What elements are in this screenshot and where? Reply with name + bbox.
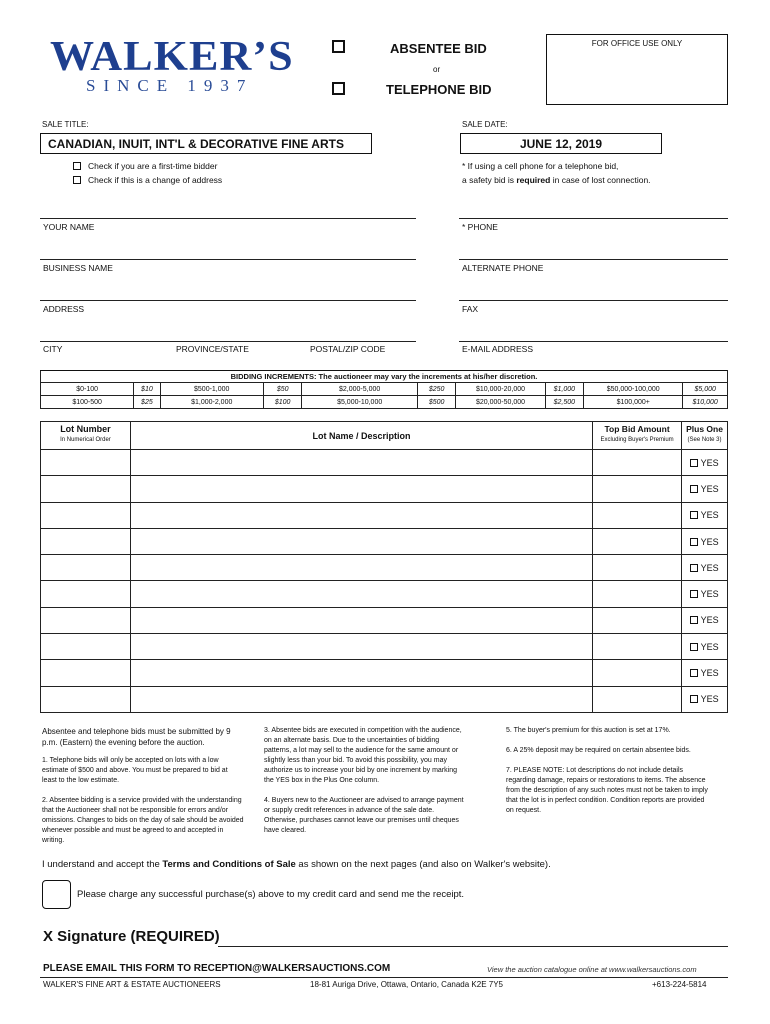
first-time-checkbox[interactable] (73, 162, 81, 170)
table-row (41, 555, 728, 581)
plus-one-header: Plus One (See Note 3) (682, 422, 728, 450)
first-time-label: Check if you are a first-time bidder (88, 161, 218, 171)
increments-row (41, 396, 728, 409)
note-1: 1. Telephone bids will only be accepted on lots with a low estimate of $500 and above. You must be prepared to bid at least to the low estimate. (42, 757, 228, 784)
plus-one-cell[interactable]: YES (682, 660, 728, 686)
yes-checkbox[interactable] (690, 485, 698, 493)
phone-label: * PHONE (462, 222, 498, 232)
inc-range: $100,000+ (584, 396, 683, 409)
top-bid-cell[interactable] (593, 502, 682, 528)
note-6: 6. A 25% deposit may be required on certain absentee bids. (506, 747, 691, 754)
lots-table (40, 421, 728, 713)
inc-step: $10 (134, 383, 160, 396)
alt-phone-label: ALTERNATE PHONE (462, 263, 544, 273)
business-name-line[interactable] (40, 259, 416, 260)
office-use-box (546, 34, 728, 105)
lot-number-cell[interactable] (41, 528, 131, 554)
plus-one-cell[interactable]: YES (682, 502, 728, 528)
plus-one-cell[interactable]: YES (682, 528, 728, 554)
cell-note-line2: a safety bid is required in case of lost connection. (462, 175, 651, 185)
note-2: 2. Absentee bidding is a service provided with the understanding that the Auctioneer shall not be responsible for errors and/or omissions. Changes to bids on the day of sale should be avoided whenever possible and must be agreed to and accepted in writing. (42, 797, 244, 844)
inc-range: $2,000-5,000 (302, 383, 418, 396)
inc-range: $0-100 (41, 383, 134, 396)
logo-since: SINCE 1937 (86, 76, 254, 95)
top-bid-cell[interactable] (593, 555, 682, 581)
terms-statement: I understand and accept the Terms and Conditions of Sale as shown on the next pages (and also on Walker's website). (42, 859, 551, 870)
yes-checkbox[interactable] (690, 695, 698, 703)
yes-checkbox[interactable] (690, 643, 698, 651)
inc-step: $50 (263, 383, 302, 396)
telephone-bid-label: TELEPHONE BID (386, 82, 492, 97)
plus-one-cell[interactable]: YES (682, 555, 728, 581)
business-name-label: BUSINESS NAME (43, 263, 113, 273)
absentee-checkbox[interactable] (332, 40, 345, 53)
phone-line[interactable] (459, 218, 728, 219)
top-bid-cell[interactable] (593, 686, 682, 712)
your-name-line[interactable] (40, 218, 416, 219)
notes-intro: Absentee and telephone bids must be submitted by 9 p.m. (Eastern) the evening before the auction. (42, 727, 231, 747)
change-address-checkbox[interactable] (73, 176, 81, 184)
note-4: 4. Buyers new to the Auctioneer are advised to arrange payment or supply credit references in advance of the sale date. Otherwise, purchases cannot leave our premises until cheques have cleared. (264, 797, 464, 834)
description-cell[interactable] (130, 581, 592, 607)
yes-checkbox[interactable] (690, 511, 698, 519)
walkers-logo: WALKER’S (50, 34, 294, 80)
description-cell[interactable] (130, 502, 592, 528)
table-row (41, 476, 728, 502)
inc-step: $500 (417, 396, 456, 409)
fax-line[interactable] (459, 300, 728, 301)
telephone-checkbox[interactable] (332, 82, 345, 95)
table-row (41, 607, 728, 633)
plus-one-cell[interactable]: YES (682, 450, 728, 476)
inc-range: $500-1,000 (160, 383, 263, 396)
inc-range: $1,000-2,000 (160, 396, 263, 409)
yes-checkbox[interactable] (690, 590, 698, 598)
email-label: E-MAIL ADDRESS (462, 344, 534, 354)
city-line[interactable] (40, 341, 416, 342)
your-name-label: YOUR NAME (43, 222, 95, 232)
email-line[interactable] (459, 341, 728, 342)
yes-checkbox[interactable] (690, 459, 698, 467)
plus-one-cell[interactable]: YES (682, 686, 728, 712)
lot-number-cell[interactable] (41, 686, 131, 712)
top-bid-cell[interactable] (593, 581, 682, 607)
inc-range: $5,000-10,000 (302, 396, 418, 409)
sale-title-value: CANADIAN, INUIT, INT'L & DECORATIVE FINE ARTS (40, 133, 372, 154)
inc-step: $25 (134, 396, 160, 409)
top-bid-cell[interactable] (593, 634, 682, 660)
description-cell[interactable] (130, 555, 592, 581)
fax-label: FAX (462, 304, 479, 314)
inc-range: $50,000-100,000 (584, 383, 683, 396)
increments-row (41, 383, 728, 396)
lot-number-header: Lot Number In Numerical Order (41, 422, 131, 450)
table-row (41, 660, 728, 686)
plus-one-cell[interactable]: YES (682, 476, 728, 502)
inc-step: $250 (417, 383, 456, 396)
alt-phone-line[interactable] (459, 259, 728, 260)
inc-step: $2,500 (545, 396, 584, 409)
table-row (41, 686, 728, 712)
increments-title: BIDDING INCREMENTS: The auctioneer may vary the increments at his/her discretion. (41, 371, 728, 383)
note-3: 3. Absentee bids are executed in competition with the audience, on an alternate basis. Due to the uncertainties of bidding patterns, a lot may sell to the audience for the same amount or slightly less than your bid. To avoid this possibility, you may authorize us to increase your bid by one increment by marking the YES box in the Plus One column. (264, 727, 462, 784)
table-row (41, 634, 728, 660)
cell-note-line1: * If using a cell phone for a telephone bid, (462, 161, 619, 171)
yes-checkbox[interactable] (690, 564, 698, 572)
signature-line[interactable] (218, 946, 728, 947)
lot-number-cell[interactable] (41, 502, 131, 528)
note-7: 7. PLEASE NOTE: Lot descriptions do not include details regarding damage, repairs or restorations to items. The absence from the description of any such notes must not be taken to imply that the lot is in perfect condition. Condition reports are provided on request. (506, 767, 708, 814)
inc-step: $100 (263, 396, 302, 409)
credit-card-checkbox[interactable] (42, 880, 71, 909)
footer-catalogue: View the auction catalogue online at www.walkersauctions.com (487, 965, 697, 974)
plus-one-cell[interactable]: YES (682, 634, 728, 660)
lot-number-cell[interactable] (41, 634, 131, 660)
top-bid-cell[interactable] (593, 476, 682, 502)
or-label: or (433, 65, 441, 74)
lot-number-cell[interactable] (41, 555, 131, 581)
province-label: PROVINCE/STATE (176, 344, 249, 354)
top-bid-cell[interactable] (593, 450, 682, 476)
address-line[interactable] (40, 300, 416, 301)
description-cell[interactable] (130, 634, 592, 660)
sale-date-value: JUNE 12, 2019 (460, 133, 662, 154)
inc-range: $20,000-50,000 (456, 396, 545, 409)
increments-table (40, 370, 728, 409)
description-cell[interactable] (130, 450, 592, 476)
sale-date-label: SALE DATE: (462, 120, 508, 129)
yes-checkbox[interactable] (690, 616, 698, 624)
sale-title-label: SALE TITLE: (42, 120, 89, 129)
description-cell[interactable] (130, 476, 592, 502)
city-label: CITY (43, 344, 63, 354)
change-address-label: Check if this is a change of address (88, 175, 223, 185)
footer-address: 18-81 Auriga Drive, Ottawa, Ontario, Canada K2E 7Y5 (310, 980, 503, 989)
footer-company: WALKER'S FINE ART & ESTATE AUCTIONEERS (43, 980, 221, 989)
description-cell[interactable] (130, 686, 592, 712)
lot-number-cell[interactable] (41, 581, 131, 607)
plus-one-cell[interactable]: YES (682, 607, 728, 633)
inc-step: $10,000 (683, 396, 728, 409)
footer-phone: +613-224-5814 (652, 980, 707, 989)
top-bid-cell[interactable] (593, 660, 682, 686)
note-5: 5. The buyer's premium for this auction is set at 17%. (506, 727, 671, 734)
description-cell[interactable] (130, 660, 592, 686)
postal-label: POSTAL/ZIP CODE (310, 344, 386, 354)
plus-one-cell[interactable]: YES (682, 581, 728, 607)
inc-range: $100-500 (41, 396, 134, 409)
address-label: ADDRESS (43, 304, 85, 314)
description-cell[interactable] (130, 528, 592, 554)
inc-range: $10,000-20,000 (456, 383, 545, 396)
charge-text: Please charge any successful purchase(s) above to my credit card and send me the receipt. (77, 889, 465, 900)
lot-number-cell[interactable] (41, 607, 131, 633)
description-header: Lot Name / Description (130, 422, 592, 450)
inc-step: $5,000 (683, 383, 728, 396)
table-row (41, 528, 728, 554)
top-bid-cell[interactable] (593, 607, 682, 633)
signature-label: X Signature (REQUIRED) (43, 928, 220, 945)
footer-divider (40, 977, 728, 978)
table-row (41, 581, 728, 607)
table-row (41, 450, 728, 476)
yes-checkbox[interactable] (690, 538, 698, 546)
absentee-bid-label: ABSENTEE BID (390, 41, 487, 56)
lot-number-cell[interactable] (41, 660, 131, 686)
table-row (41, 502, 728, 528)
lot-number-cell[interactable] (41, 450, 131, 476)
office-use-label: FOR OFFICE USE ONLY (591, 39, 683, 48)
top-bid-header: Top Bid Amount Excluding Buyer's Premium (593, 422, 682, 450)
inc-step: $1,000 (545, 383, 584, 396)
lot-number-cell[interactable] (41, 476, 131, 502)
yes-checkbox[interactable] (690, 669, 698, 677)
top-bid-cell[interactable] (593, 528, 682, 554)
footer-email: PLEASE EMAIL THIS FORM TO RECEPTION@WALKERSAUCTIONS.COM (43, 963, 391, 974)
description-cell[interactable] (130, 607, 592, 633)
